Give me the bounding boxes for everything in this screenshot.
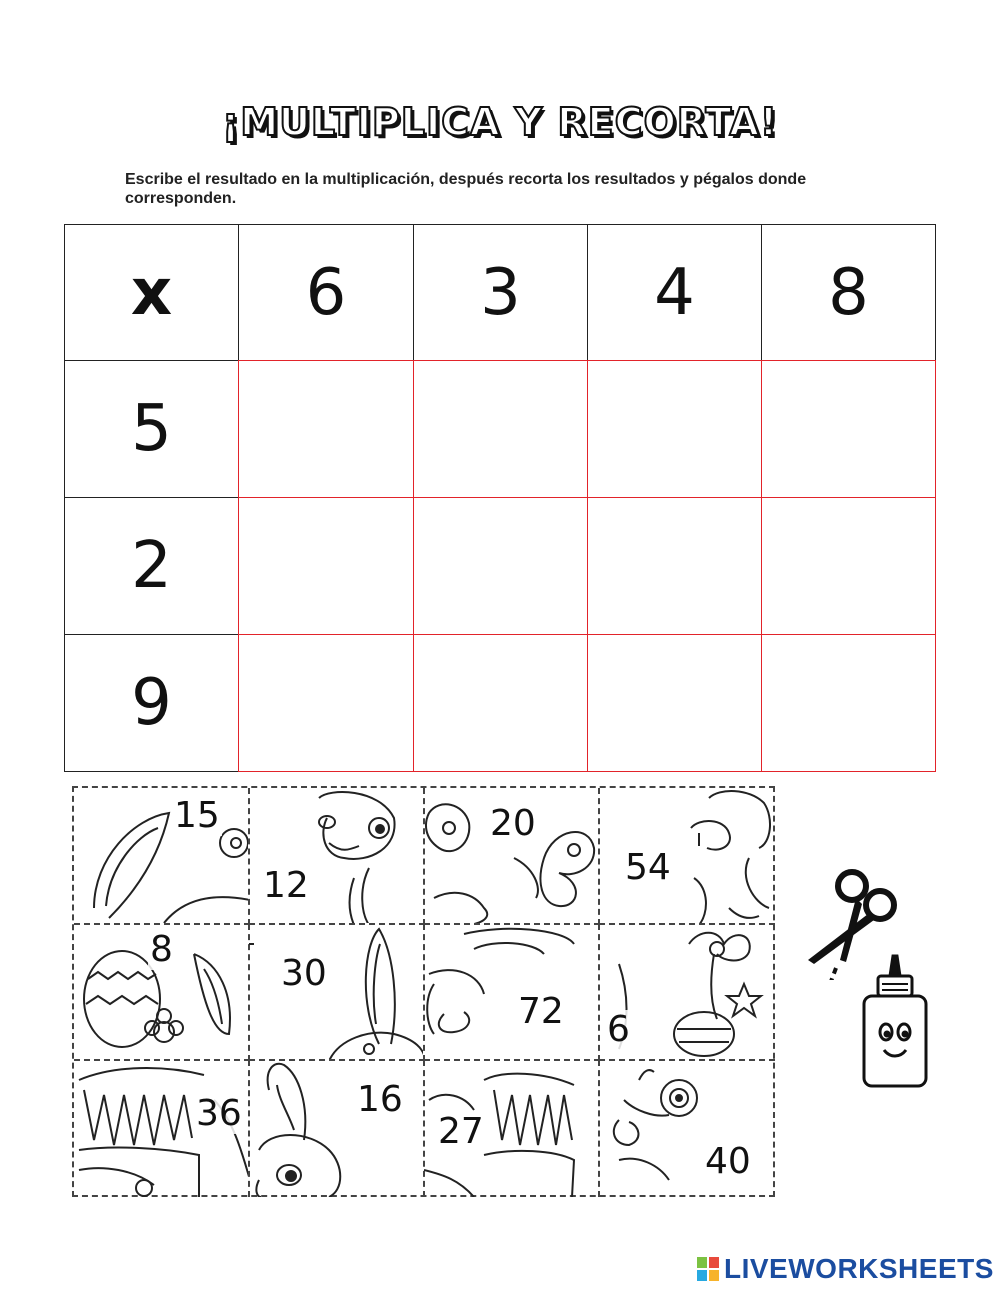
cutout-piece[interactable]: [249, 1060, 425, 1197]
instructions-text: Escribe el resultado en la multiplicación, después recorta los resultados y pégalos donde corresponden.: [125, 171, 807, 207]
cutout-piece[interactable]: [424, 788, 600, 925]
cutout-piece[interactable]: [249, 788, 425, 925]
column-header: 6: [238, 224, 414, 361]
column-header: 3: [413, 224, 588, 361]
piece-value: 15: [174, 795, 220, 836]
cutout-piece[interactable]: [424, 924, 600, 1061]
piece-value: 27: [438, 1111, 484, 1152]
glue-bottle-icon: [860, 952, 930, 1092]
logo-mark-icon: [696, 1256, 720, 1282]
piece-value: 8: [150, 929, 173, 970]
answer-cell[interactable]: [413, 360, 588, 498]
table-corner-x: x: [64, 224, 239, 361]
row-header: 5: [64, 360, 239, 498]
answer-cell[interactable]: [238, 497, 414, 635]
cutout-piece[interactable]: [424, 1060, 600, 1197]
bunny-paw-icon: [424, 924, 600, 1061]
cutout-piece[interactable]: [599, 924, 775, 1061]
answer-cell[interactable]: [238, 360, 414, 498]
answer-cell[interactable]: [587, 634, 762, 772]
cutout-piece[interactable]: [599, 788, 775, 925]
piece-value: 16: [357, 1079, 403, 1120]
piece-value: 72: [518, 991, 564, 1032]
answer-cell[interactable]: [761, 497, 936, 635]
logo-text: LIVEWORKSHEETS: [724, 1253, 994, 1284]
row-header: 9: [64, 634, 239, 772]
liveworksheets-logo: [696, 1254, 994, 1284]
cutout-pieces: [72, 786, 775, 1197]
answer-cell[interactable]: [413, 497, 588, 635]
piece-value: 54: [625, 847, 671, 888]
cutout-piece[interactable]: [249, 924, 425, 1061]
cutout-piece[interactable]: [74, 1060, 250, 1197]
piece-value: 20: [490, 803, 536, 844]
bunny-ear-icon: [74, 788, 250, 925]
answer-cell[interactable]: [761, 634, 936, 772]
answer-cell[interactable]: [761, 360, 936, 498]
cutout-piece[interactable]: [74, 788, 250, 925]
row-header: 2: [64, 497, 239, 635]
answer-cell[interactable]: [587, 360, 762, 498]
answer-cell[interactable]: [413, 634, 588, 772]
piece-value: 30: [281, 953, 327, 994]
column-header: 8: [761, 224, 936, 361]
piece-value: 12: [263, 865, 309, 906]
cutout-piece[interactable]: [74, 924, 250, 1061]
column-header: 4: [587, 224, 762, 361]
piece-value: 6: [607, 1009, 630, 1050]
cutout-piece[interactable]: [599, 1060, 775, 1197]
multiplication-table: [64, 224, 936, 772]
piece-value: 36: [196, 1093, 242, 1134]
bunny-ear-icon: [249, 924, 425, 1061]
answer-cell[interactable]: [238, 634, 414, 772]
answer-cell[interactable]: [587, 497, 762, 635]
page-title: ¡MULTIPLICA Y RECORTA!: [221, 100, 779, 144]
piece-value: 40: [705, 1141, 751, 1182]
